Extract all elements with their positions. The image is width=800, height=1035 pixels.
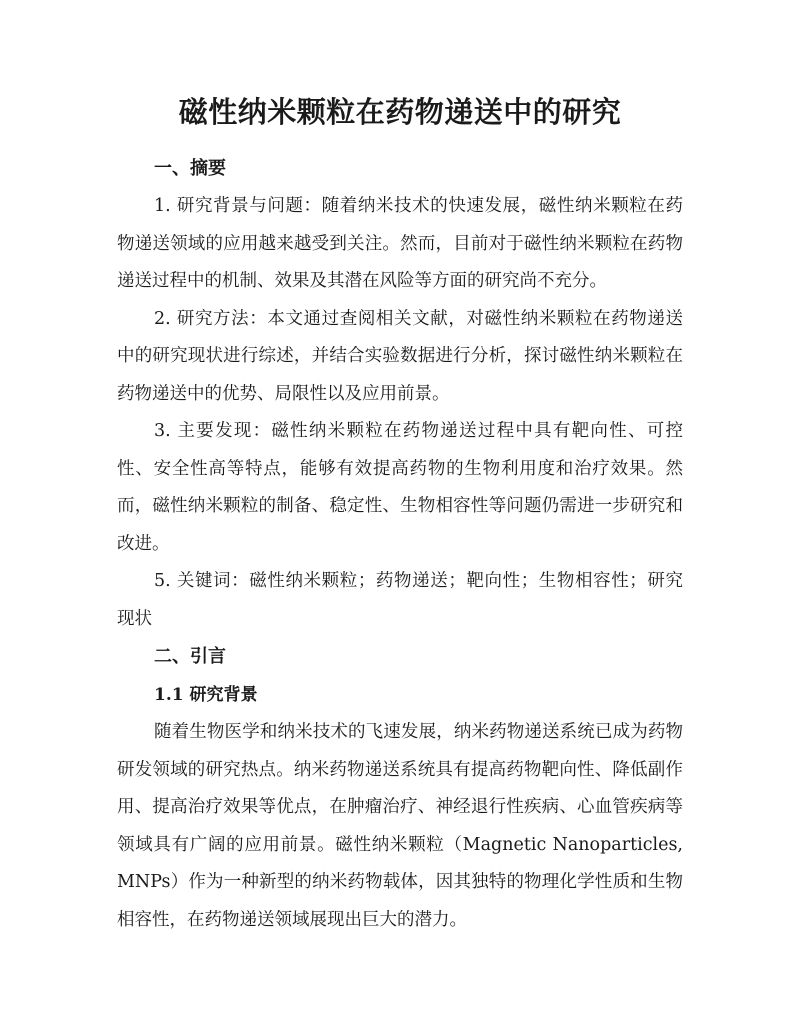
abstract-item-keywords: 5. 关键词：磁性纳米颗粒；药物递送；靶向性；生物相容性；研究现状 bbox=[117, 571, 683, 629]
document-title: 磁性纳米颗粒在药物递送中的研究 bbox=[178, 95, 622, 129]
abstract-item-findings: 3. 主要发现：磁性纳米颗粒在药物递送过程中具有靶向性、可控性、安全性高等特点，能够有效提高药物的生物利用度和治疗效果。然而，磁性纳米颗粒的制备、稳定性、生物相容性等问题仍需进一步研究和改进。 bbox=[117, 421, 683, 554]
abstract-item-method: 2. 研究方法：本文通过查阅相关文献，对磁性纳米颗粒在药物递送中的研究现状进行综述，并结合实验数据进行分析，探讨磁性纳米颗粒在药物递送中的优势、局限性以及应用前景。 bbox=[117, 308, 683, 404]
introduction-paragraph: 随着生物医学和纳米技术的飞速发展，纳米药物递送系统已成为药物研发领域的研究热点。纳米药物递送系统具有提高药物靶向性、降低副作用、提高治疗效果等优点，在肿瘤治疗、神经退行性疾病、心血管疾病等领域具有广阔的应用前景。磁性纳米颗粒（Magnetic Nanoparticles, MNPs）作为一种新型的纳米药物载体，因其独特的物理化学性质和生物相容性，在药物递送领域展现出巨大的潜力。 bbox=[117, 722, 683, 930]
section-heading-introduction: 二、引言 bbox=[154, 646, 226, 667]
subsection-heading-background: 1.1 研究背景 bbox=[154, 685, 258, 705]
abstract-item-background: 1. 研究背景与问题：随着纳米技术的快速发展，磁性纳米颗粒在药物递送领域的应用越来越受到关注。然而，目前对于磁性纳米颗粒在药物递送过程中的机制、效果及其潜在风险等方面的研究尚不充分。 bbox=[117, 196, 683, 291]
section-heading-abstract: 一、摘要 bbox=[154, 158, 226, 179]
document-page bbox=[117, 90, 683, 939]
